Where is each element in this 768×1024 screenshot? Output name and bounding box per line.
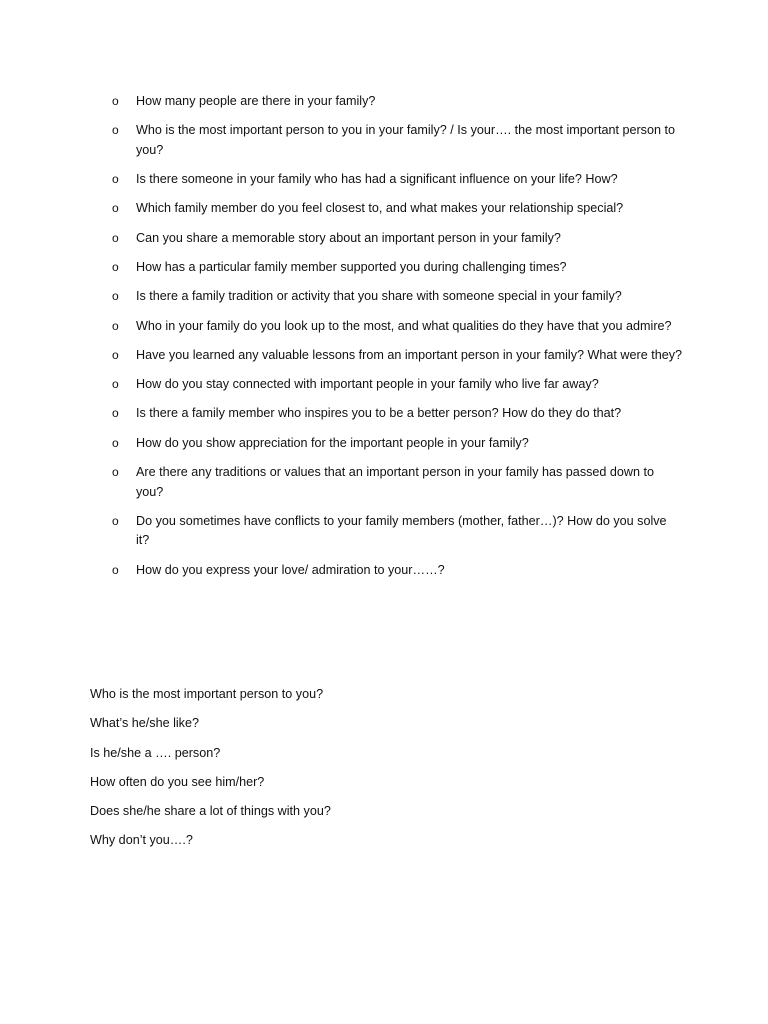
question-text: How do you express your love/ admiration to your……? bbox=[136, 562, 445, 577]
question-item bbox=[112, 434, 682, 454]
bullet-marker-icon: o bbox=[112, 347, 119, 362]
family-questions-list bbox=[112, 92, 682, 590]
question-item bbox=[112, 229, 682, 249]
question-text: Who in your family do you look up to the most, and what qualities do they have that you admire? bbox=[136, 318, 672, 333]
bullet-marker-icon: o bbox=[112, 94, 119, 108]
bullet-marker-icon: o bbox=[112, 123, 119, 138]
question-text: Can you share a memorable story about an important person in your family? bbox=[136, 230, 561, 245]
bullet-marker-icon: o bbox=[112, 465, 119, 480]
question-item bbox=[112, 258, 682, 278]
bullet-marker-icon: o bbox=[112, 377, 119, 392]
bullet-marker-icon: o bbox=[112, 318, 119, 333]
question-item bbox=[112, 512, 682, 551]
bullet-marker-icon: o bbox=[112, 562, 119, 577]
question-text: Is there a family member who inspires you to be a better person? How do they do that? bbox=[136, 406, 622, 421]
question-text: Are there any traditions or values that an important person in your family has passed down to you? bbox=[136, 465, 655, 499]
bullet-marker-icon: o bbox=[112, 201, 119, 216]
follow-up-questions bbox=[90, 685, 690, 861]
question-text: How do you stay connected with important people in your family who live far away? bbox=[136, 377, 599, 392]
question-item bbox=[112, 170, 682, 190]
question-item bbox=[112, 561, 682, 581]
bullet-marker-icon: o bbox=[112, 172, 119, 187]
question-text: How many people are there in your family? bbox=[136, 94, 376, 108]
question-text: Is there someone in your family who has had a significant influence on your life? How? bbox=[136, 172, 618, 187]
question-item bbox=[112, 463, 682, 502]
question-item bbox=[112, 199, 682, 219]
question-item bbox=[112, 287, 682, 307]
bullet-marker-icon: o bbox=[112, 259, 119, 274]
follow-up-question: What’s he/she like? bbox=[90, 716, 199, 731]
question-text: Do you sometimes have conflicts to your family members (mother, father…)? How do you solve it? bbox=[136, 513, 667, 548]
question-text: Which family member do you feel closest to, and what makes your relationship special? bbox=[136, 201, 624, 216]
follow-up-question: Does she/he share a lot of things with you? bbox=[90, 804, 331, 819]
follow-up-question: Why don’t you….? bbox=[90, 833, 193, 848]
question-text: Is there a family tradition or activity that you share with someone special in your family? bbox=[136, 289, 622, 304]
bullet-marker-icon: o bbox=[112, 435, 119, 450]
question-text: Have you learned any valuable lessons from an important person in your family? What were they? bbox=[136, 347, 683, 362]
question-text: How do you show appreciation for the important people in your family? bbox=[136, 435, 529, 450]
question-item bbox=[112, 121, 682, 160]
question-item bbox=[112, 375, 682, 395]
bullet-marker-icon: o bbox=[112, 513, 119, 528]
question-text: Who is the most important person to you in your family? / Is your…. the most important person to you? bbox=[136, 123, 675, 157]
question-item bbox=[112, 346, 682, 366]
question-item bbox=[112, 404, 682, 424]
bullet-marker-icon: o bbox=[112, 289, 119, 304]
bullet-marker-icon: o bbox=[112, 230, 119, 245]
question-item bbox=[112, 92, 682, 112]
follow-up-question: How often do you see him/her? bbox=[90, 774, 265, 789]
follow-up-question: Is he/she a …. person? bbox=[90, 745, 221, 760]
bullet-marker-icon: o bbox=[112, 406, 119, 421]
question-item bbox=[112, 317, 682, 337]
follow-up-question: Who is the most important person to you? bbox=[90, 687, 324, 701]
question-text: How has a particular family member supported you during challenging times? bbox=[136, 259, 567, 274]
